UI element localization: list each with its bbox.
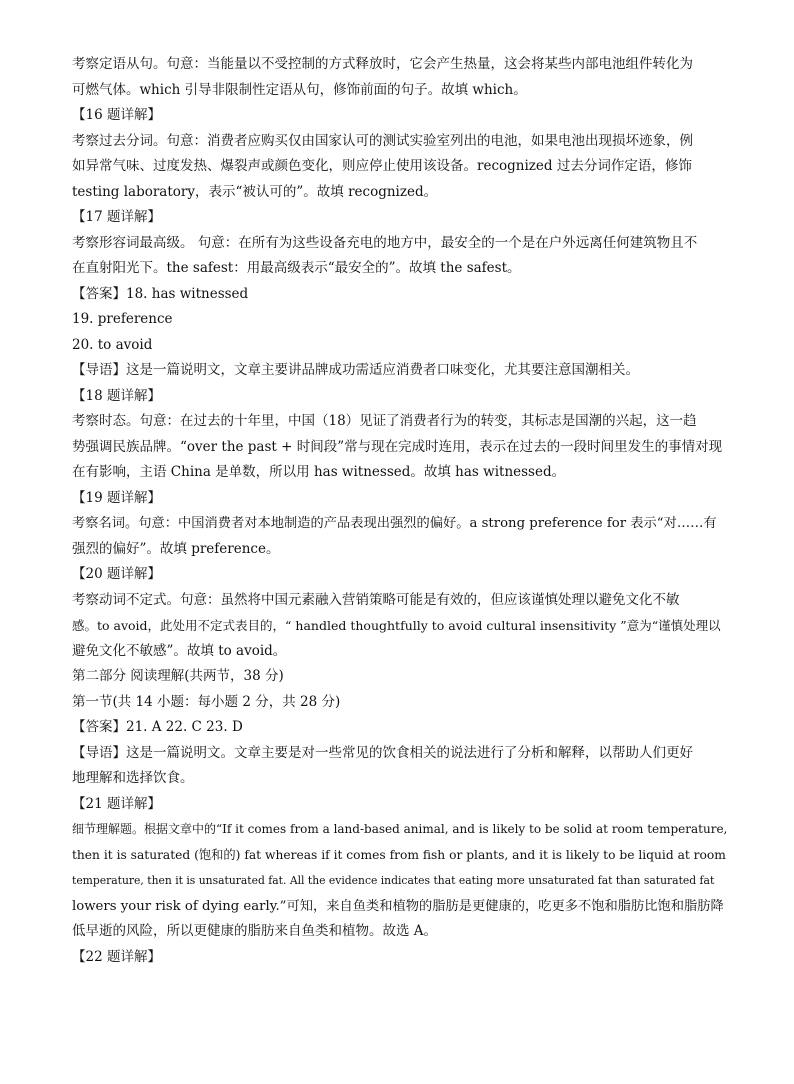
intro-line: 【导语】这是一篇说明文。文章主要是对一些常见的饮食相关的说法进行了分析和解释，以帮助人们更好 [72, 744, 693, 761]
text-line: 考察定语从句。句意：当能量以不受控制的方式释放时，它会产生热量，这会将某些内部电池组件转化为 [72, 56, 693, 72]
text-line: 感。to avoid，此处用不定式表目的，“ handled thoughtfully to avoid cultural insensitivity ”意为“谨慎处理以 [72, 618, 721, 633]
text-line: 在直射阳光下。the safest：用最高级表示“最安全的”。故填 the safest。 [72, 260, 521, 276]
text-line: 强烈的偏好”。故填 preference。 [72, 540, 280, 557]
text-line: 考察过去分词。句意：消费者应购买仅由国家认可的测试实验室列出的电池，如果电池出现损坏迹象，例 [72, 132, 693, 149]
answer-line: 19. preference [72, 311, 173, 327]
text-line: 低早逝的风险，所以更健康的脂肪来自鱼类和植物。故选 A。 [72, 923, 438, 939]
text-line: 考察时态。句意：在过去的十年里，中国（18）见证了消费者行为的转变，其标志是国潮的兴起，这一趋 [72, 413, 697, 429]
text-line: 可燃气体。which 引导非限制性定语从句，修饰前面的句子。故填 which。 [72, 81, 527, 98]
text-line: lowers your risk of dying early.”可知，来自鱼类和植物的脂肪是更健康的，吃更多不饱和脂肪比饱和脂肪降 [72, 898, 724, 914]
intro-line: 【导语】这是一篇说明文，文章主要讲品牌成功需适应消费者口味变化，尤其要注意国潮相关。 [72, 362, 639, 378]
text-line: 考察形容词最高级。 句意：在所有为这些设备充电的地方中，最安全的一个是在户外远离任何建筑物且不 [72, 234, 698, 251]
text-line: 考察动词不定式。句意：虽然将中国元素融入营销策略可能是有效的，但应该谨慎处理以避免文化不敏 [72, 591, 680, 608]
section-heading: 【17 题详解】 [72, 209, 161, 225]
answer-line: 20. to avoid [72, 336, 153, 353]
text-line: 地理解和选择饮食。 [72, 770, 194, 786]
text-line: 细节理解题。根据文章中的“If it comes from a land-based animal, and is likely to be solid at room temperature, [72, 822, 728, 836]
section-heading: 【22 题详解】 [72, 948, 161, 965]
text-line: then it is saturated (饱和的) fat whereas if it comes from fish or plants, and it is likely to be liquid at room [72, 847, 726, 862]
section-heading: 【18 题详解】 [72, 387, 161, 404]
part-heading: 第一节(共 14 小题：每小题 2 分，共 28 分) [72, 693, 341, 710]
section-heading: 【20 题详解】 [72, 566, 161, 582]
section-heading: 【16 题详解】 [72, 107, 161, 123]
text-line: 在有影响，主语 China 是单数，所以用 has witnessed。故填 has witnessed。 [72, 464, 566, 480]
part-heading: 第二部分 阅读理解(共两节，38 分) [72, 668, 284, 684]
text-line: testing laboratory，表示“被认可的”。故填 recognized。 [72, 183, 438, 200]
text-line: 势强调民族品牌。“over the past + 时间段”常与现在完成时连用，表示在过去的一段时间里发生的事情对现 [72, 438, 723, 455]
text-line: 考察名词。句意：中国消费者对本地制造的产品表现出强烈的偏好。a strong preference for 表示“对……有 [72, 516, 717, 531]
section-heading: 【19 题详解】 [72, 489, 161, 506]
answer-line: 【答案】18. has witnessed [72, 285, 249, 302]
text-line: 如异常气味、过度发热、爆裂声或颜色变化，则应停止使用该设备。recognized 过去分词作定语，修饰 [72, 158, 692, 174]
document-page [72, 52, 728, 970]
text-line: 避免文化不敏感”。故填 to avoid。 [72, 642, 287, 659]
answer-line: 【答案】21. A 22. C 23. D [72, 719, 243, 735]
section-heading: 【21 题详解】 [72, 795, 161, 812]
text-line: temperature, then it is unsaturated fat. All the evidence indicates that eating more unsaturated fat than saturated fat [72, 874, 715, 887]
